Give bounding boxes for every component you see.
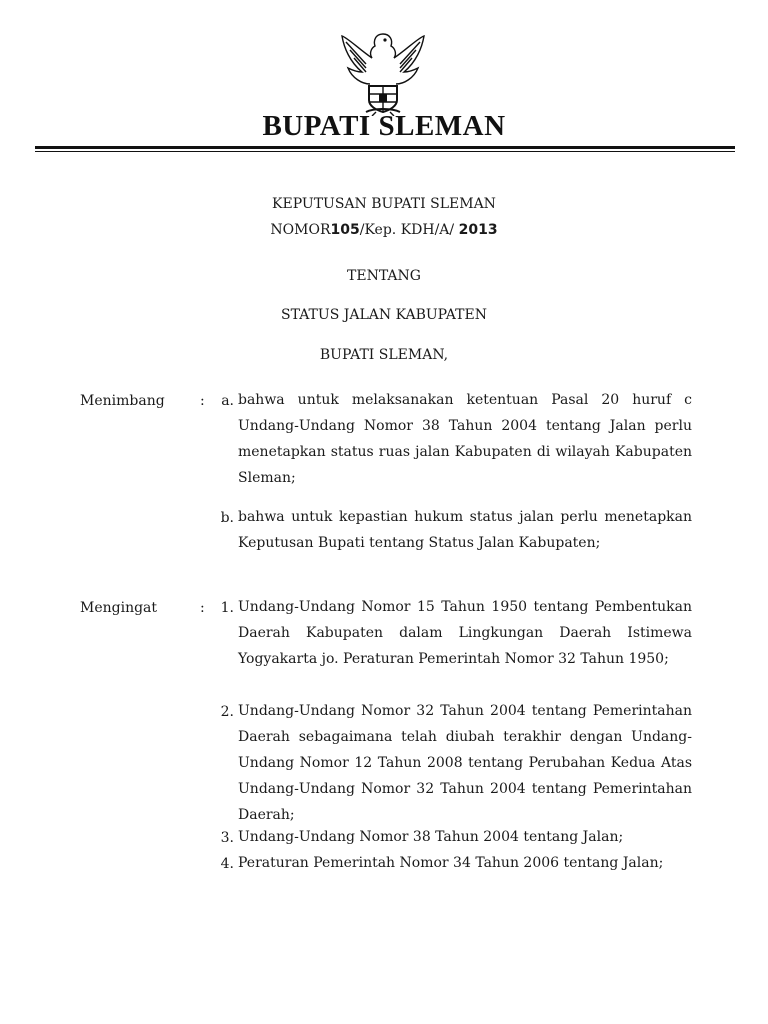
header-divider-thick [35,146,735,149]
year-handwritten: 2013 [458,222,498,238]
menimbang-item-b: bahwa untuk kepastian hukum status jalan perlu menetapkan Keputusan Bupati tentang Status Jalan Kabupaten; [238,509,692,551]
authority-heading: BUPATI SLEMAN [262,110,506,142]
decree-about: TENTANG [347,268,421,284]
number-middle: /Kep. KDH/A/ [359,222,455,238]
mengingat-colon: : [200,600,205,616]
decree-subject: STATUS JALAN KABUPATEN [281,307,487,323]
mengingat-item-1: Undang-Undang Nomor 15 Tahun 1950 tentang Pembentukan Daerah Kabupaten dalam Lingkungan Daerah Istimewa Yogyakarta jo. Peraturan Pemerintah Nomor 32 Tahun 1950; [238,599,692,667]
mengingat-item-4: Peraturan Pemerintah Nomor 34 Tahun 2006 tentang Jalan; [238,855,664,871]
number-handwritten: 105 [330,222,360,238]
decree-issuer: BUPATI SLEMAN, [319,347,449,363]
mengingat-marker-4: 4. [220,856,234,872]
menimbang-marker-a: a. [221,393,234,409]
decree-number [0,222,768,238]
mengingat-marker-1: 1. [220,600,234,616]
menimbang-label: Menimbang [80,393,165,409]
mengingat-item-3: Undang-Undang Nomor 38 Tahun 2004 tentang Jalan; [238,829,624,845]
menimbang-colon: : [200,393,205,409]
mengingat-marker-3: 3. [220,830,234,846]
menimbang-marker-b: b. [220,510,234,526]
menimbang-item-a: bahwa untuk melaksanakan ketentuan Pasal 20 huruf c Undang-Undang Nomor 38 Tahun 2004 tentang Jalan perlu menetapkan status ruas jalan Kabupaten di wilayah Kabupaten Sleman; [238,392,692,486]
mengingat-marker-2: 2. [220,704,234,720]
mengingat-label: Mengingat [80,600,158,616]
number-prefix: NOMOR [270,222,331,238]
mengingat-item-2: Undang-Undang Nomor 32 Tahun 2004 tentang Pemerintahan Daerah sebagaimana telah diubah terakhir dengan Undang-Undang Nomor 12 Tahun 2008 tentang Perubahan Kedua Atas Undang-Undang Nomor 32 Tahun 2004 tentang Pemerintahan Daerah; [238,703,692,823]
garuda-emblem-icon [336,28,430,116]
decree-title: KEPUTUSAN BUPATI SLEMAN [272,196,496,212]
header-divider-thin [35,151,735,152]
